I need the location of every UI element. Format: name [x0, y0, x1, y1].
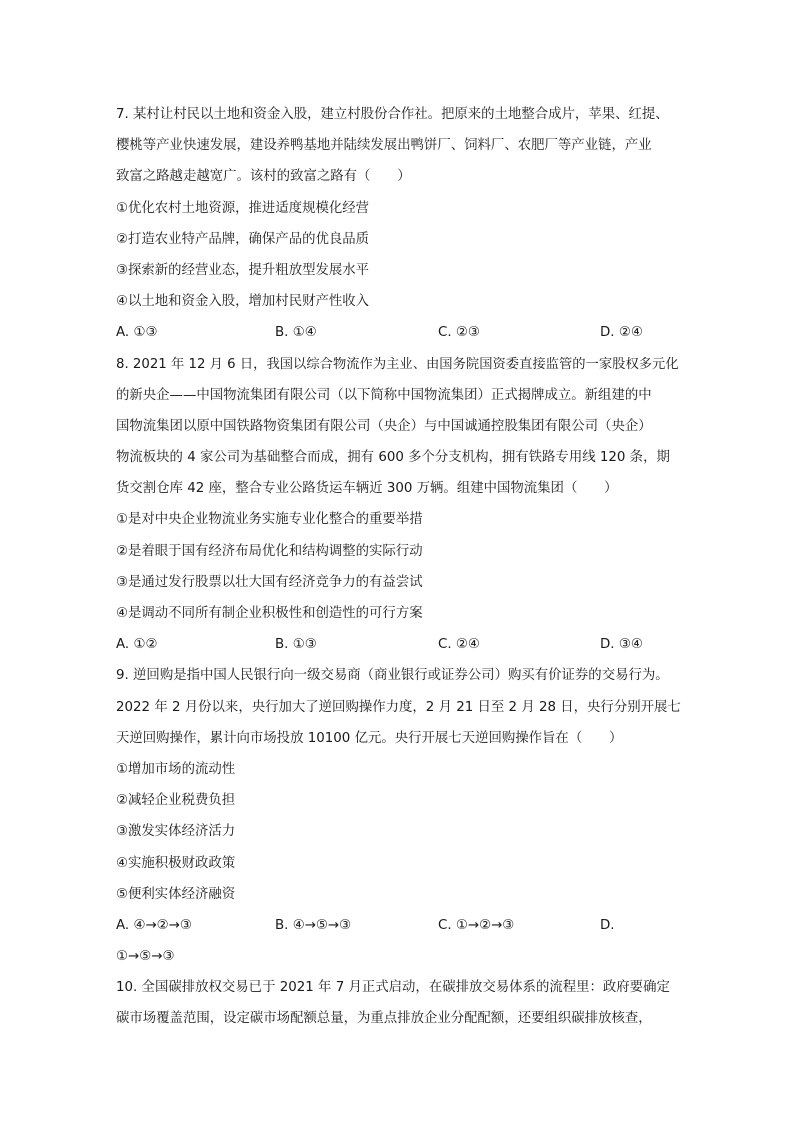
- question-9: [116, 660, 682, 972]
- option-c: C. ①→②→③: [438, 917, 515, 933]
- statement-item: ⑤便利实体经济融资: [116, 886, 236, 902]
- question-stem-line: 天逆回购操作，累计向市场投放 10100 亿元。央行开展七天逆回购操作旨在（ ）: [116, 730, 623, 746]
- option-d: D. ③④: [600, 637, 643, 653]
- question-stem-line: 国物流集团以原中国铁路物资集团有限公司（央企）与中国诚通控股集团有限公司（央企）: [116, 418, 652, 434]
- statement-item: ④实施积极财政政策: [116, 855, 236, 871]
- option-b: B. ④→⑤→③: [275, 917, 352, 933]
- statement-item: ③是通过发行股票以壮大国有经济竞争力的有益尝试: [116, 574, 423, 590]
- option-a: A. ①②: [116, 637, 158, 653]
- question-8: [116, 349, 682, 661]
- question-stem-line: 8. 2021 年 12 月 6 日，我国以综合物流作为主业、由国务院国资委直接监管的一家股权多元化: [116, 356, 679, 372]
- question-10: [116, 972, 682, 1034]
- answer-options: [116, 629, 682, 660]
- statement-item: ②是着眼于国有经济布局优化和结构调整的实际行动: [116, 543, 423, 559]
- answer-options: [116, 910, 682, 941]
- statement-item: ②减轻企业税费负担: [116, 793, 236, 809]
- question-stem-line: 物流板块的 4 家公司为基础整合而成，拥有 600 多个分支机构，拥有铁路专用线 120 条，期: [116, 450, 670, 466]
- option-d: D. ②④: [600, 325, 643, 341]
- question-stem-line: 的新央企——中国物流集团有限公司（以下简称中国物流集团）正式揭牌成立。新组建的中: [116, 387, 652, 403]
- option-a: A. ①③: [116, 325, 158, 341]
- option-d-continuation: ①→⑤→③: [116, 949, 175, 965]
- question-stem-line: 10. 全国碳排放权交易已于 2021 年 7 月正式启动，在碳排放交易体系的流程里：政府要确定: [116, 980, 670, 996]
- question-stem-line: 货交割仓库 42 座，整合专业公路货运车辆近 300 万辆。组建中国物流集团（ ）: [116, 481, 618, 497]
- option-c: C. ②③: [438, 325, 480, 341]
- option-d: D.: [600, 917, 615, 933]
- option-a: A. ④→②→③: [116, 917, 192, 933]
- statement-item: ②打造农业特产品牌，确保产品的优良品质: [116, 231, 370, 247]
- question-7: [116, 99, 682, 349]
- question-stem-line: 2022 年 2 月份以来，央行加大了逆回购操作力度，2 月 21 日至 2 月 28 日，央行分别开展七: [116, 699, 681, 715]
- question-stem-line: 7. 某村让村民以土地和资金入股，建立村股份合作社。把原来的土地整合成片，苹果、红提、: [116, 107, 669, 122]
- option-b: B. ①④: [275, 325, 317, 341]
- statement-item: ①优化农村土地资源，推进适度规模化经营: [116, 200, 370, 216]
- option-c: C. ②④: [438, 637, 480, 653]
- statement-item: ①增加市场的流动性: [116, 761, 236, 777]
- statement-item: ④是调动不同所有制企业积极性和创造性的可行方案: [116, 606, 423, 621]
- statement-item: ④以土地和资金入股，增加村民财产性收入: [116, 294, 370, 310]
- question-content: [116, 99, 682, 1035]
- statement-item: ①是对中央企业物流业务实施专业化整合的重要举措: [116, 512, 423, 528]
- option-b: B. ①③: [275, 637, 317, 653]
- question-stem-line: 9. 逆回购是指中国人民银行向一级交易商（商业银行或证券公司）购买有价证券的交易行为。: [116, 668, 669, 684]
- question-stem-line: 樱桃等产业快速发展，建设养鸭基地并陆续发展出鸭饼厂、饲料厂、农肥厂等产业链，产业: [116, 138, 652, 154]
- statement-item: ③激发实体经济活力: [116, 824, 236, 840]
- question-stem-line: 致富之路越走越宽广。该村的致富之路有（ ）: [116, 169, 411, 185]
- statement-item: ③探索新的经营业态，提升粗放型发展水平: [116, 262, 370, 278]
- question-stem-line: 碳市场覆盖范围，设定碳市场配额总量，为重点排放企业分配配额，还要组织碳排放核查，: [116, 1011, 652, 1027]
- answer-options: [116, 317, 682, 348]
